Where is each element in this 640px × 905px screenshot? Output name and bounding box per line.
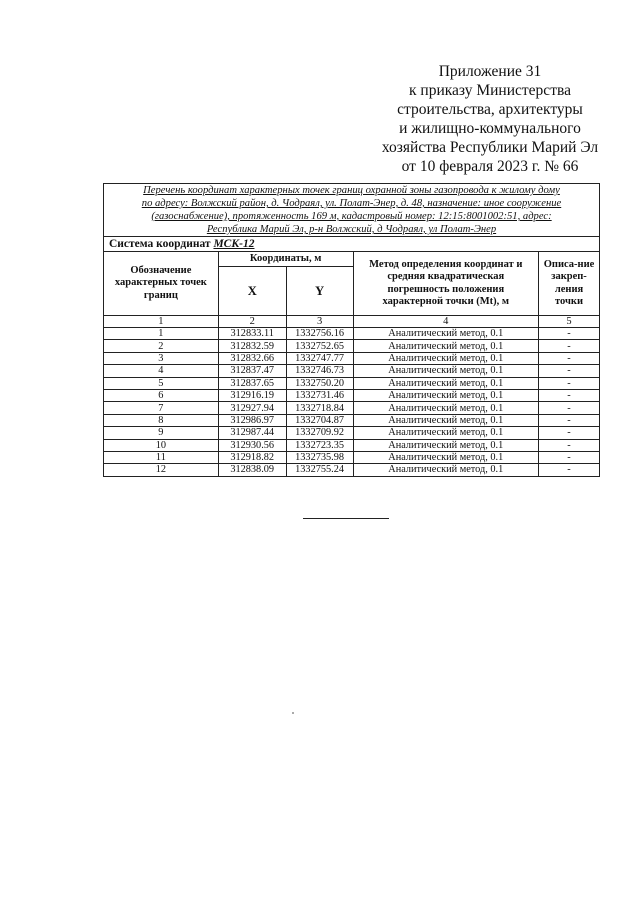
table-row <box>104 402 600 414</box>
end-rule <box>303 518 389 519</box>
cell-coord-y: 1332735.98 <box>286 451 353 463</box>
cell-coord-x: 312838.09 <box>218 464 286 476</box>
table-row <box>104 427 600 439</box>
header-coordinates: Координаты, м <box>218 252 353 267</box>
cell-method: Аналитический метод, 0.1 <box>353 377 539 389</box>
cell-description: - <box>539 451 600 463</box>
table-row <box>104 414 600 426</box>
coordinate-system-label: Система координат <box>109 238 211 250</box>
coordinate-system-name: МСК-12 <box>213 238 255 250</box>
appendix-line: к приказу Министерства <box>409 82 571 99</box>
cell-point-number: 9 <box>104 427 219 439</box>
cell-coord-x: 312916.19 <box>218 389 286 401</box>
caption-line: (газоснабжение), протяженность 169 м, кадастровый номер: 12:15:8001002:51, адрес: <box>151 211 552 222</box>
appendix-line: строительства, архитектуры <box>397 101 583 118</box>
cell-coord-x: 312930.56 <box>218 439 286 451</box>
cell-description: - <box>539 352 600 364</box>
cell-method: Аналитический метод, 0.1 <box>353 352 539 364</box>
header-method: Метод определения координат и средняя квадратическая погрешность положения характерной точки (Mt), м <box>353 252 539 316</box>
table-row <box>104 365 600 377</box>
cell-method: Аналитический метод, 0.1 <box>353 464 539 476</box>
cell-description: - <box>539 414 600 426</box>
header-x: X <box>218 267 286 316</box>
cell-point-number: 8 <box>104 414 219 426</box>
cell-coord-x: 312832.66 <box>218 352 286 364</box>
table-row <box>104 328 600 340</box>
header-description: Описа-ние закреп-ления точки <box>539 252 600 316</box>
cell-point-number: 7 <box>104 402 219 414</box>
column-number-row <box>104 316 600 328</box>
cell-coord-y: 1332731.46 <box>286 389 353 401</box>
cell-point-number: 11 <box>104 451 219 463</box>
caption-line: по адресу: Волжский район, д. Чодраял, ул. Полат-Энер, д. 48, назначение: иное сооружение <box>141 198 562 209</box>
table-row <box>104 389 600 401</box>
cell-point-number: 4 <box>104 365 219 377</box>
cell-description: - <box>539 377 600 389</box>
cell-coord-x: 312986.97 <box>218 414 286 426</box>
coordinates-table <box>103 183 600 477</box>
column-number: 4 <box>353 316 539 328</box>
header-point: Обозначение характерных точек границ <box>104 252 219 316</box>
cell-coord-x: 312918.82 <box>218 451 286 463</box>
cell-description: - <box>539 439 600 451</box>
cell-description: - <box>539 340 600 352</box>
column-number: 3 <box>286 316 353 328</box>
column-number: 5 <box>539 316 600 328</box>
cell-method: Аналитический метод, 0.1 <box>353 365 539 377</box>
cell-coord-y: 1332755.24 <box>286 464 353 476</box>
appendix-line: от 10 февраля 2023 г. № 66 <box>401 158 579 175</box>
cell-method: Аналитический метод, 0.1 <box>353 414 539 426</box>
cell-coord-y: 1332747.77 <box>286 352 353 364</box>
cell-method: Аналитический метод, 0.1 <box>353 340 539 352</box>
cell-coord-x: 312837.47 <box>218 365 286 377</box>
table-row <box>104 352 600 364</box>
cell-description: - <box>539 427 600 439</box>
scan-speck <box>292 712 294 714</box>
cell-point-number: 12 <box>104 464 219 476</box>
cell-coord-y: 1332750.20 <box>286 377 353 389</box>
cell-method: Аналитический метод, 0.1 <box>353 328 539 340</box>
cell-description: - <box>539 402 600 414</box>
cell-coord-x: 312832.59 <box>218 340 286 352</box>
table-row <box>104 451 600 463</box>
cell-point-number: 10 <box>104 439 219 451</box>
cell-description: - <box>539 464 600 476</box>
cell-coord-y: 1332704.87 <box>286 414 353 426</box>
table-row <box>104 464 600 476</box>
table-caption <box>104 184 600 237</box>
appendix-header <box>380 62 600 176</box>
cell-point-number: 2 <box>104 340 219 352</box>
cell-method: Аналитический метод, 0.1 <box>353 402 539 414</box>
cell-method: Аналитический метод, 0.1 <box>353 427 539 439</box>
appendix-line: и жилищно-коммунального <box>399 120 581 137</box>
table-row <box>104 340 600 352</box>
cell-point-number: 6 <box>104 389 219 401</box>
appendix-line: хозяйства Республики Марий Эл <box>381 139 599 156</box>
cell-method: Аналитический метод, 0.1 <box>353 451 539 463</box>
cell-method: Аналитический метод, 0.1 <box>353 439 539 451</box>
cell-coord-y: 1332718.84 <box>286 402 353 414</box>
appendix-line: Приложение 31 <box>438 63 542 80</box>
cell-point-number: 1 <box>104 328 219 340</box>
cell-coord-y: 1332723.35 <box>286 439 353 451</box>
column-number: 1 <box>104 316 219 328</box>
cell-description: - <box>539 328 600 340</box>
cell-coord-x: 312837.65 <box>218 377 286 389</box>
cell-coord-x: 312833.11 <box>218 328 286 340</box>
cell-description: - <box>539 365 600 377</box>
cell-coord-x: 312927.94 <box>218 402 286 414</box>
cell-point-number: 3 <box>104 352 219 364</box>
table-row <box>104 439 600 451</box>
cell-coord-y: 1332752.65 <box>286 340 353 352</box>
cell-coord-y: 1332709.92 <box>286 427 353 439</box>
coordinate-system <box>104 237 600 252</box>
cell-coord-y: 1332746.73 <box>286 365 353 377</box>
table-row <box>104 377 600 389</box>
cell-coord-x: 312987.44 <box>218 427 286 439</box>
header-y: Y <box>286 267 353 316</box>
column-number: 2 <box>218 316 286 328</box>
cell-coord-y: 1332756.16 <box>286 328 353 340</box>
caption-line: Республика Марий Эл, р-н Волжский, д Чодраял, ул Полат-Энер <box>206 224 497 235</box>
cell-description: - <box>539 389 600 401</box>
cell-method: Аналитический метод, 0.1 <box>353 389 539 401</box>
caption-line: Перечень координат характерных точек границ охранной зоны газопровода к жилому дому <box>143 185 560 196</box>
cell-point-number: 5 <box>104 377 219 389</box>
